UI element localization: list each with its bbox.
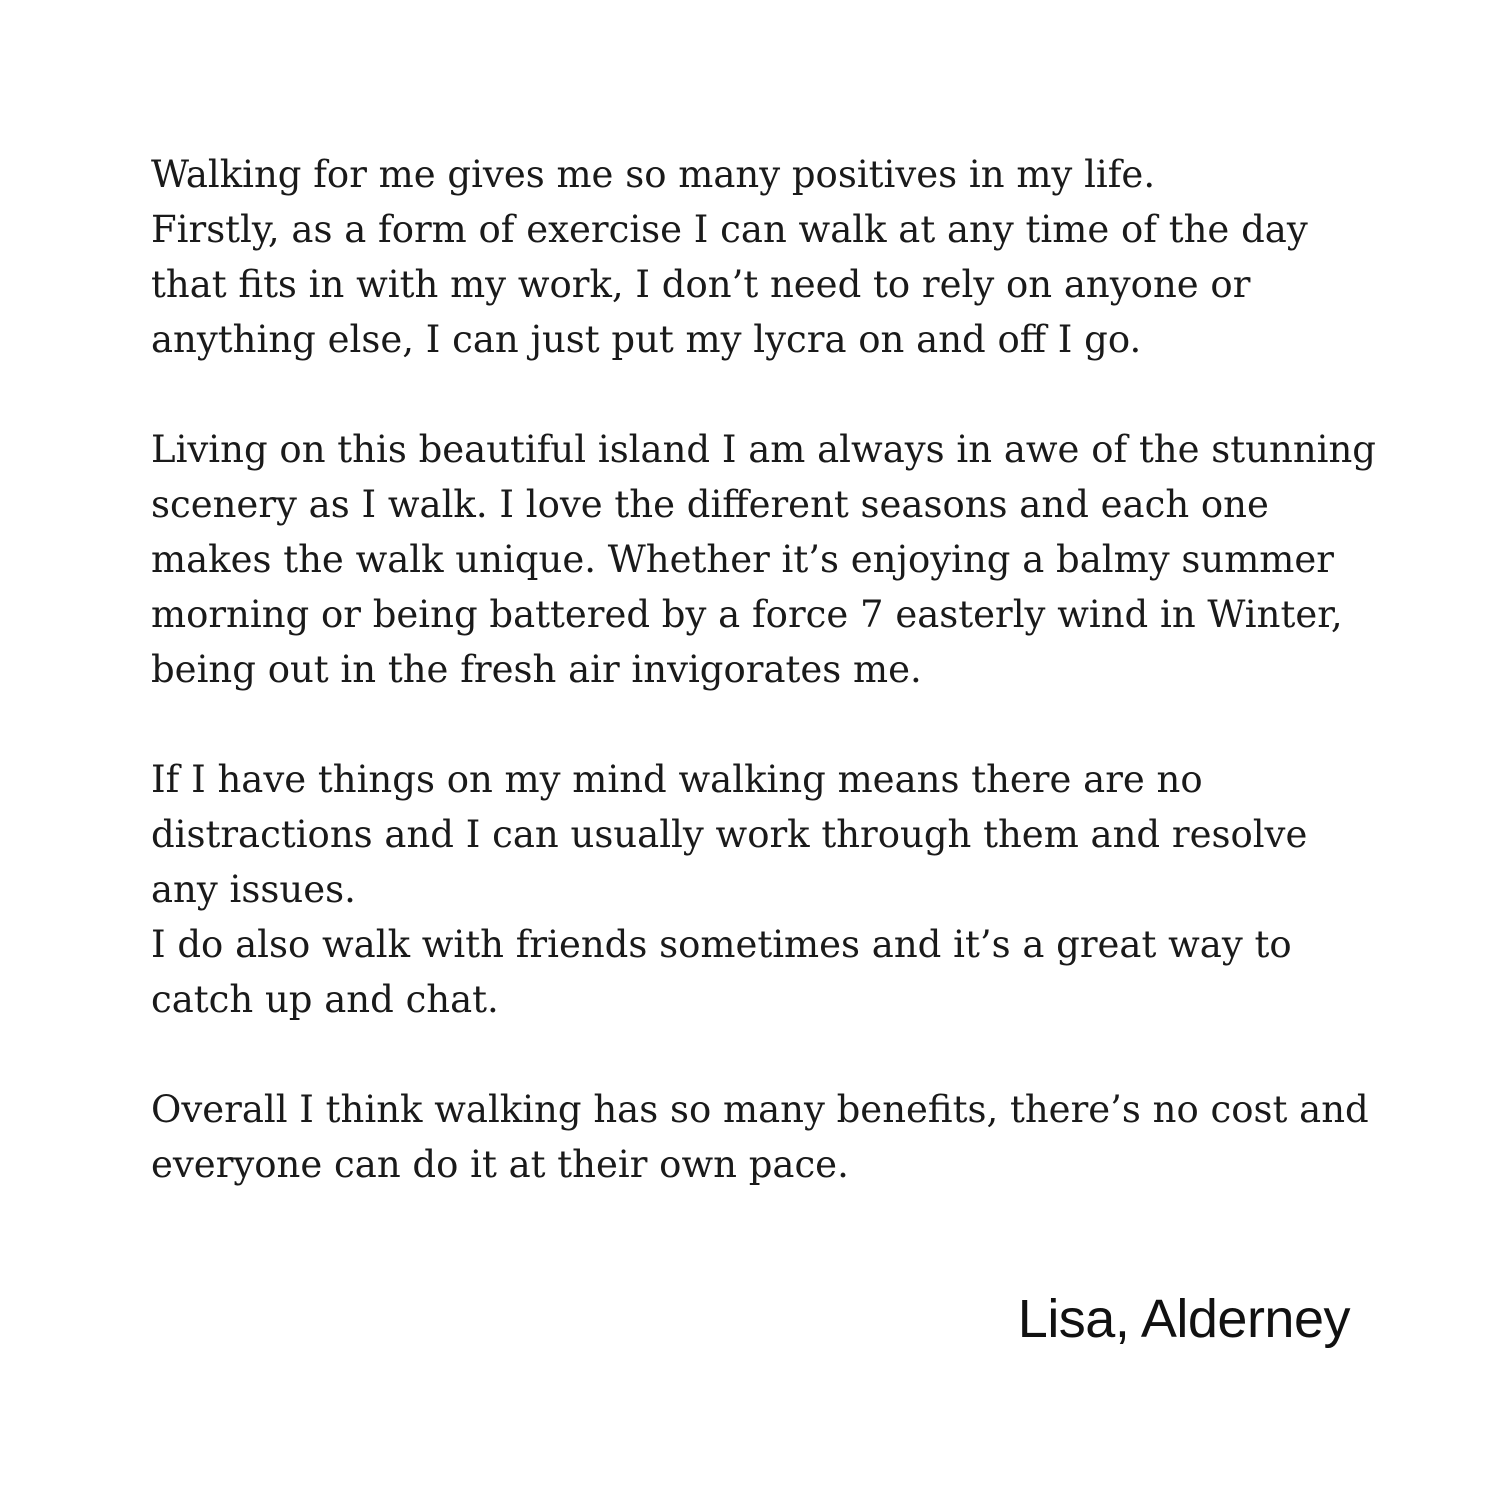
signature: Lisa, Alderney [1017,1289,1350,1349]
letter-body [151,147,1411,1247]
text-line: If I have things on my mind walking means there are no [151,758,1203,801]
paragraph-2 [151,422,1411,697]
text-line: anything else, I can just put my lycra on and off I go. [151,318,1142,361]
text-line: everyone can do it at their own pace. [151,1143,849,1186]
text-line: any issues. [151,868,356,911]
text-line: morning or being battered by a force 7 easterly wind in Winter, [151,593,1343,636]
text-line: that fits in with my work, I don’t need to rely on anyone or [151,263,1251,306]
paragraph-1 [151,147,1411,367]
paragraph-3 [151,752,1411,1027]
text-line: makes the walk unique. Whether it’s enjoying a balmy summer [151,538,1334,581]
text-line: distractions and I can usually work through them and resolve [151,813,1308,856]
text-line: Walking for me gives me so many positives in my life. [151,153,1156,196]
text-line: catch up and chat. [151,978,499,1021]
text-line: Living on this beautiful island I am always in awe of the stunning [151,428,1376,471]
text-line: Overall I think walking has so many benefits, there’s no cost and [151,1088,1369,1131]
text-line: Firstly, as a form of exercise I can walk at any time of the day [151,208,1308,251]
text-line: I do also walk with friends sometimes and it’s a great way to [151,923,1292,966]
text-line: scenery as I walk. I love the different seasons and each one [151,483,1269,526]
text-line: being out in the fresh air invigorates me. [151,648,922,691]
paragraph-4 [151,1082,1411,1192]
